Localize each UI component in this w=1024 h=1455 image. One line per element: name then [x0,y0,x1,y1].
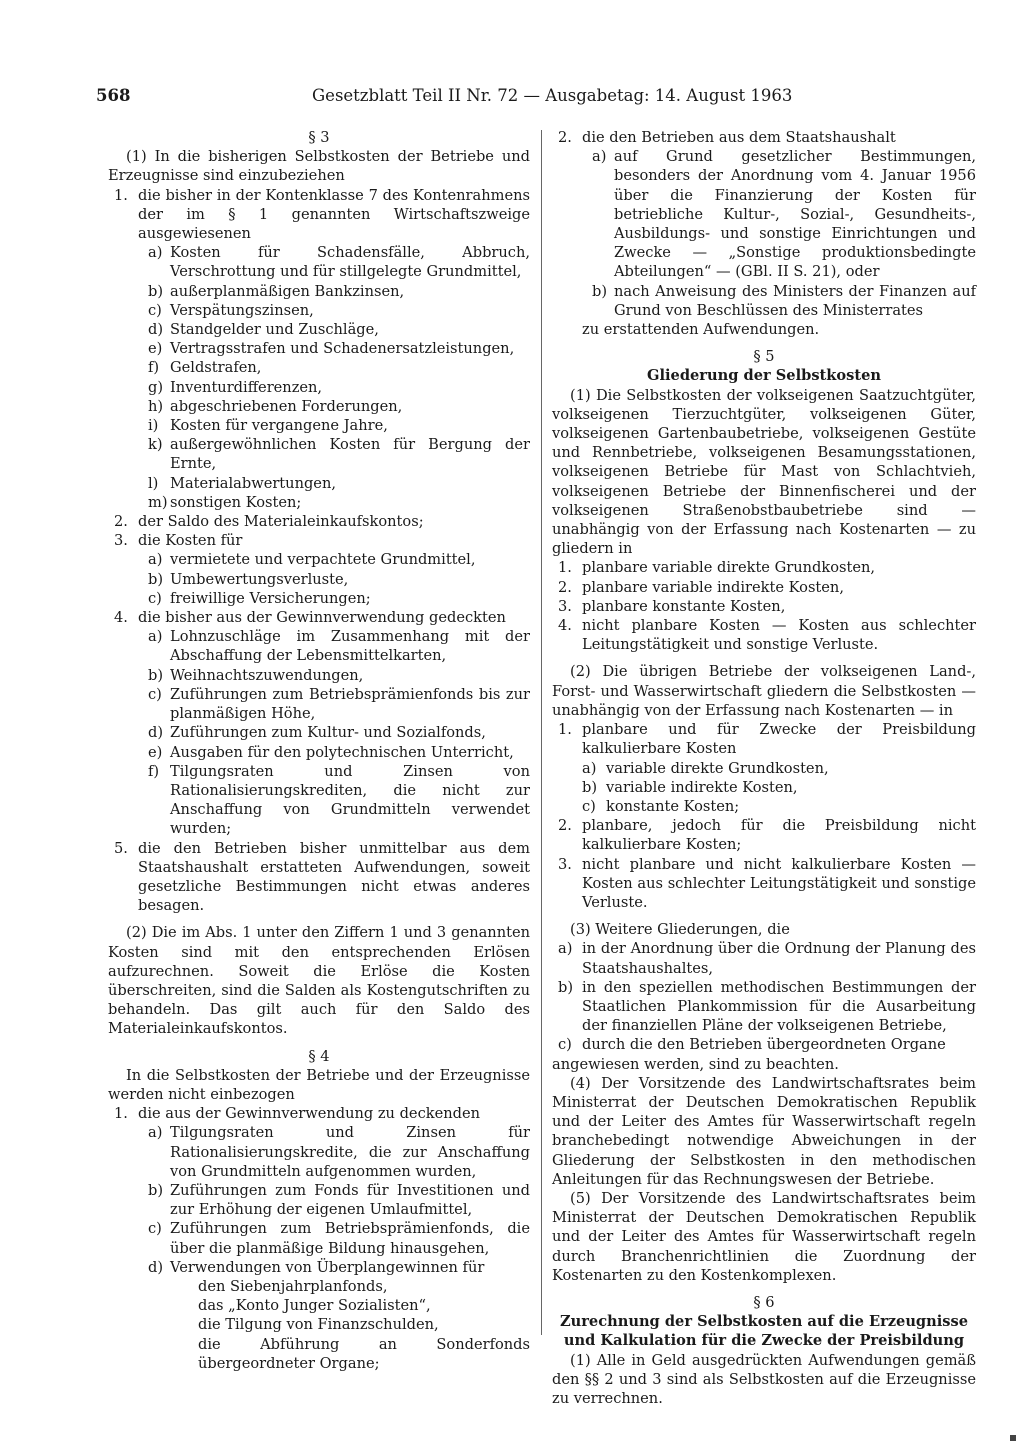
left-column [108,128,530,1373]
list-subline: die Abführung an Sonderfonds übergeordneter Organe; [198,1335,530,1372]
section-6-heading: § 6 [753,1293,775,1311]
list-subitem: a) variable direkte Grundkosten, [582,759,829,777]
section-3-paragraph-2: (2) Die im Abs. 1 unter den Ziffern 1 und 3 genannten Kosten sind mit den entsprechenden Erlösen aufzurechnen. Soweit die Erlöse die Kosten überschreiten, sind die Salden als Kostengutschriften zu behandeln. Das gilt auch für den Saldo des Materialeinkaufskontos. [108,924,530,1038]
page-header [96,86,986,112]
section-5-paragraph-3: (3) Weitere Gliederungen, die [570,921,790,939]
list-item: 1. planbare und für Zwecke der Preisbildung kalkulierbare Kosten [558,721,976,758]
list-subitem: c) freiwillige Versicherungen; [148,589,371,607]
list-subitem: f) Tilgungsraten und Zinsen von Rationalisierungskrediten, die nicht zur Anschaffung von Grundmitteln verwendet wurden; [148,762,530,838]
list-subitem: c) Zuführungen zum Betriebsprämienfonds, die über die planmäßige Bildung hinausgehen, [148,1220,530,1257]
section-4-heading: § 4 [308,1047,330,1065]
section-4-intro: In die Selbstkosten der Betriebe und der Erzeugnisse werden nicht einbezogen [108,1066,530,1103]
list-subitem: d) Zuführungen zum Kultur- und Sozialfonds, [148,724,486,742]
list-subitem: a) in der Anordnung über die Ordnung der Planung des Staatshaushaltes, [558,940,976,977]
list-subitem: e) Ausgaben für den polytechnischen Unterricht, [148,743,514,761]
list-item: 3. nicht planbare und nicht kalkulierbare Kosten — Kosten aus schlechter Leitungstätigkeit und sonstige Verluste. [558,855,976,911]
list-subitem: b) nach Anweisung des Ministers der Finanzen auf Grund von Beschlüssen des Ministerrates [592,282,976,319]
list-item: 3. die Kosten für [114,532,243,550]
list-item: 1. die aus der Gewinnverwendung zu deckenden [114,1105,480,1123]
scan-mark [1010,1435,1016,1441]
list-subitem: f) Geldstrafen, [148,359,262,377]
list-subitem: l) Materialabwertungen, [148,474,336,492]
list-tail: zu erstattenden Aufwendungen. [582,321,820,339]
list-subitem: a) vermietete und verpachtete Grundmittel, [148,551,476,569]
section-5-paragraph-2: (2) Die übrigen Betriebe der volkseigenen Land-, Forst- und Wasserwirtschaft gliedern die Selbstkosten — unabhängig von der Erfassung nach Kostenarten — in [552,663,976,719]
section-5-heading: § 5 [753,348,775,366]
column-divider [541,130,542,1335]
list-subitem: a) Kosten für Schadensfälle, Abbruch, Verschrottung und für stillgelegte Grundmittel, [148,244,530,281]
right-column [552,128,976,1408]
list-subline: die Tilgung von Finanzschulden, [198,1316,439,1334]
list-subitem: b) Weihnachtszuwendungen, [148,666,364,684]
list-subitem: m) sonstigen Kosten; [148,493,302,511]
list-item: 1. die bisher in der Kontenklasse 7 des Kontenrahmens der im § 1 genannten Wirtschaftszweige ausgewiesenen [114,186,530,243]
list-subitem: c) durch die den Betrieben übergeordneten Organe [558,1036,946,1054]
list-item: 2. planbare variable indirekte Kosten, [558,578,844,596]
list-item: 2. die den Betrieben aus dem Staatshaushalt [558,129,896,146]
list-item: 1. planbare variable direkte Grundkosten, [558,559,876,577]
list-subitem: c) Verspätungszinsen, [148,301,314,319]
running-head: Gesetzblatt Teil II Nr. 72 — Ausgabetag: 14. August 1963 [312,86,793,105]
section-5-paragraph-1: (1) Die Selbstkosten der volkseigenen Saatzuchtgüter, volkseigenen Tierzuchtgüter, volkseigenen Güter, volkseigenen Gartenbaubetriebe, volkseigenen Gestüte und Rennbetriebe, volkseigenen Besamungsstationen, volkseigenen Betriebe für Mast von Schlachtvieh, volkseigenen Betriebe der Binnenfischerei und der volkseigenen Straßenobstbaubetriebe sind — unabhängig von der Erfassung nach Kostenarten — zu gliedern in [552,386,976,558]
list-subitem: c) Zuführungen zum Betriebsprämienfonds bis zur planmäßigen Höhe, [148,685,530,723]
list-subitem: a) Tilgungsraten und Zinsen für Rationalisierungskredite, die zur Anschaffung von Grundmitteln aufgenommen wurden, [148,1124,530,1180]
list-subitem: d) Verwendungen von Überplangewinnen für [148,1258,485,1276]
list-subitem: d) Standgelder und Zuschläge, [148,321,379,339]
list-subline: den Siebenjahrplanfonds, [198,1277,388,1295]
list-tail: angewiesen werden, sind zu beachten. [552,1055,839,1073]
section-3-paragraph-1: (1) In die bisherigen Selbstkosten der Betriebe und Erzeugnisse sind einzubeziehen [108,148,530,185]
list-subitem: b) variable indirekte Kosten, [582,778,798,796]
list-subitem: c) konstante Kosten; [582,797,740,815]
list-subline: das „Konto Junger Sozialisten“, [198,1297,431,1315]
list-item: 2. planbare, jedoch für die Preisbildung nicht kalkulierbare Kosten; [558,817,976,854]
section-5-title: Gliederung der Selbstkosten [646,367,881,385]
page-number: 568 [96,86,131,105]
list-subitem: a) Lohnzuschläge im Zusammenhang mit der Abschaffung der Lebensmittelkarten, [148,628,530,665]
list-subitem: e) Vertragsstrafen und Schadenersatzleistungen, [148,340,515,358]
list-subitem: b) in den speziellen methodischen Bestimmungen der Staatlichen Plankommission für die Ausarbeitung der finanziellen Pläne der volkseigenen Betriebe, [558,978,976,1035]
list-subitem: b) außerplanmäßigen Bankzinsen, [148,282,405,300]
list-subitem: a) auf Grund gesetzlicher Bestimmungen, besonders der Anordnung vom 4. Januar 1956 über die Finanzierung der Kosten für betriebliche Kultur-, Sozial-, Gesundheits-, Ausbildungs- und sonstige Einrichtungen und Zwecke — „Sonstige produktionsbedingte Abteilungen“ — (GBl. II S. 21), oder [592,148,976,281]
list-subitem: b) Umbewertungsverluste, [148,570,349,588]
list-subitem: g) Inventurdifferenzen, [148,378,323,396]
list-subitem: h) abgeschriebenen Forderungen, [148,397,403,415]
list-subitem: k) außergewöhnlichen Kosten für Bergung der Ernte, [148,436,530,473]
section-5-paragraph-5: (5) Der Vorsitzende des Landwirtschaftsrates beim Ministerrat der Deutschen Demokratischen Republik und der Leiter des Amtes für Wasserwirtschaft regeln durch Branchenrichtlinien die Zuordnung der Kostenarten zu den Kostenkomplexen. [552,1189,976,1284]
section-5-paragraph-4: (4) Der Vorsitzende des Landwirtschaftsrates beim Ministerrat der Deutschen Demokratischen Republik und der Leiter des Amtes für Wasserwirtschaft regeln branchebedingt notwendige Abweichungen in der Gliederung der Selbstkosten in den methodischen Anleitungen für das Rechnungswesen der Betriebe. [552,1074,976,1188]
list-subitem: i) Kosten für vergangene Jahre, [148,417,388,435]
list-item: 4. die bisher aus der Gewinnverwendung gedeckten [114,609,506,627]
section-3-heading: § 3 [308,129,330,146]
list-item: 5. die den Betrieben bisher unmittelbar aus dem Staatshaushalt erstatteten Aufwendungen, soweit gesetzliche Bestimmungen nicht etwas anderes besagen. [114,839,530,915]
list-subitem: b) Zuführungen zum Fonds für Investitionen und zur Erhöhung der eigenen Umlaufmittel, [148,1181,530,1219]
list-item: 3. planbare konstante Kosten, [558,597,786,615]
section-6-title: Zurechnung der Selbstkosten auf die Erzeugnisse und Kalkulation für die Zwecke der Preisbildung [559,1313,969,1350]
list-item: 2. der Saldo des Materialeinkaufskontos; [114,513,424,531]
section-6-paragraph-1: (1) Alle in Geld ausgedrückten Aufwendungen gemäß den §§ 2 und 3 sind als Selbstkosten auf die Erzeugnisse zu verrechnen. [552,1351,976,1407]
list-item: 4. nicht planbare Kosten — Kosten aus schlechter Leitungstätigkeit und sonstige Verluste. [558,617,976,654]
